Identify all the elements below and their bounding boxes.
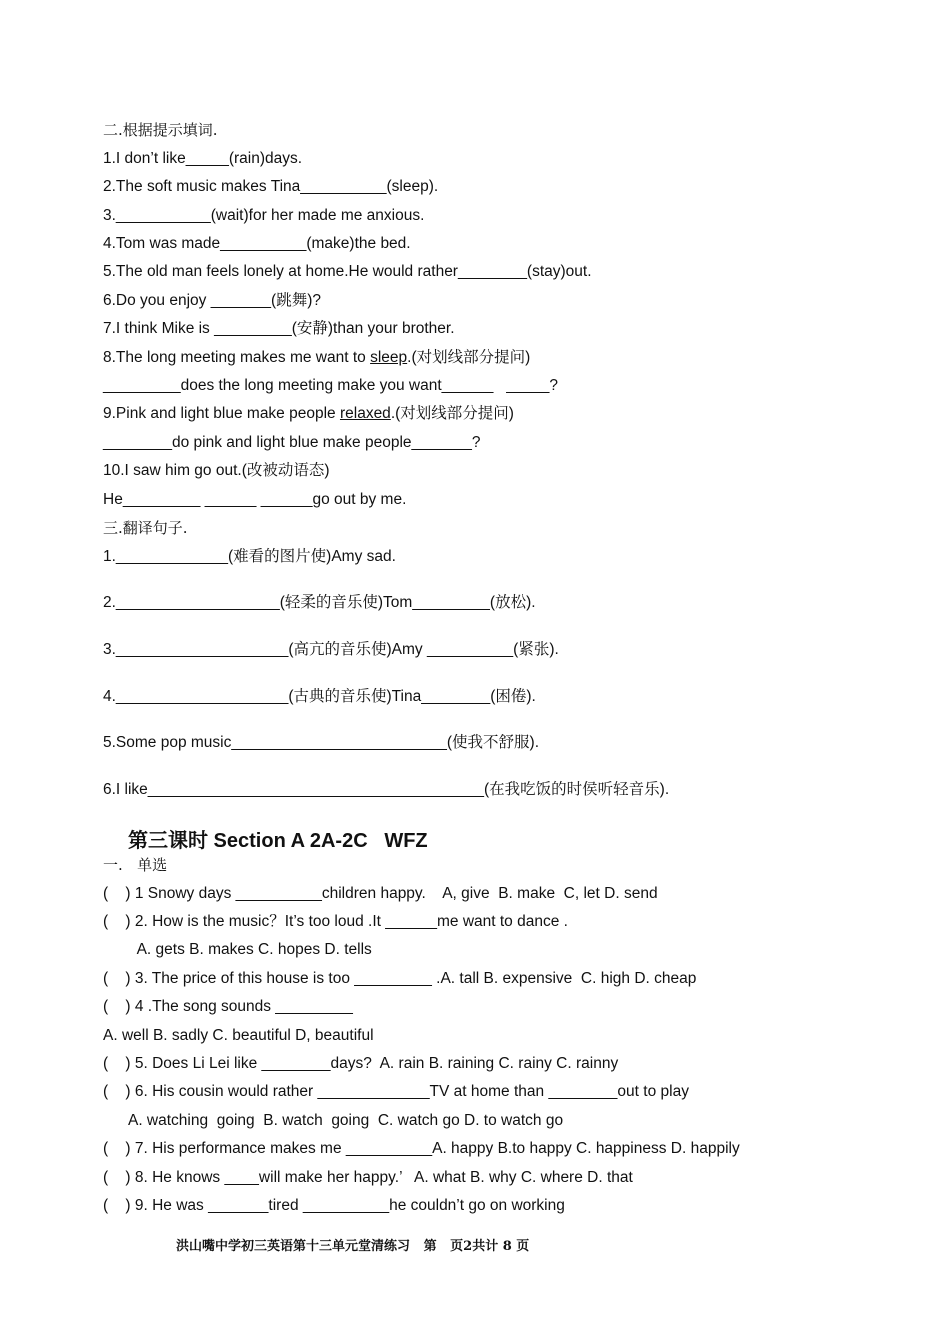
choice-question-9: ( ) 9. He was _______tired __________he couldn’t go on working xyxy=(103,1197,565,1214)
choice-question-8: ( ) 8. He knows ____will make her happy.’ A. what B. why C. where D. that xyxy=(103,1169,633,1186)
page-footer: 洪山嘴中学初三英语第十三单元堂清练习 第 页2共计 8 页 xyxy=(176,1239,530,1254)
fill-question-9-answer-line: ________do pink and light blue make people_______? xyxy=(103,434,481,451)
choice-question-1: ( ) 1 Snowy days __________children happy. A, give B. make C, let D. send xyxy=(103,885,658,902)
part2-title: 二.根据提示填词. xyxy=(103,121,218,139)
choice-question-7: ( ) 7. His performance makes me __________A. happy B.to happy C. happiness D. happily xyxy=(103,1140,740,1157)
fill-question-3: 3.___________(wait)for her made me anxious. xyxy=(103,207,425,224)
translate-item-6: 6.I like_______________________________________(在我吃饭的时侯听轻音乐). xyxy=(103,781,670,798)
translate-item-1: 1._____________(难看的图片使)Amy sad. xyxy=(103,548,396,565)
q8-underlined-word: sleep xyxy=(370,349,408,366)
choice-question-5: ( ) 5. Does Li Lei like ________days? A. rain B. raining C. rainy C. rainny xyxy=(103,1055,619,1072)
fill-question-4: 4.Tom was made__________(make)the bed. xyxy=(103,235,411,252)
choice-question-2-options: A. gets B. makes C. hopes D. tells xyxy=(103,941,372,958)
choice-question-4: ( ) 4 .The song sounds _________ xyxy=(103,998,353,1015)
choice-question-4-options: A. well B. sadly C. beautiful D, beautiful xyxy=(103,1027,374,1044)
q9-instruction: .(对划线部分提问) xyxy=(390,405,514,422)
fill-question-7: 7.I think Mike is _________(安静)than your brother. xyxy=(103,320,455,337)
choice-question-6: ( ) 6. His cousin would rather _____________TV at home than ________out to play xyxy=(103,1083,689,1100)
translate-item-3: 3.____________________(高亢的音乐使)Amy __________(紧张). xyxy=(103,641,559,658)
fill-question-8-answer-line: _________does the long meeting make you want______ _____? xyxy=(103,377,559,394)
part3-title: 三.翻译句子. xyxy=(103,519,188,537)
fill-question-5: 5.The old man feels lonely at home.He would rather________(stay)out. xyxy=(103,263,592,280)
fill-question-10: 10.I saw him go out.(改被动语态) xyxy=(103,462,330,479)
q9-text: 9.Pink and light blue make people xyxy=(103,405,340,422)
section-subtitle: 一. 单选 xyxy=(103,856,168,874)
section-heading: 第三课时 Section A 2A-2C WFZ xyxy=(128,830,428,852)
q8-instruction: .(对划线部分提问) xyxy=(407,349,531,366)
choice-question-2: ( ) 2. How is the music？It’s too loud .It ______me want to dance . xyxy=(103,913,568,930)
q9-underlined-word: relaxed xyxy=(339,405,391,422)
translate-item-2: 2.___________________(轻柔的音乐使)Tom_________(放松). xyxy=(103,594,536,611)
fill-question-2: 2.The soft music makes Tina__________(sleep). xyxy=(103,178,439,195)
q8-text: 8.The long meeting makes me want to xyxy=(103,349,371,366)
translate-item-4: 4.____________________(古典的音乐使)Tina________(困倦). xyxy=(103,688,536,705)
fill-question-6: 6.Do you enjoy _______(跳舞)? xyxy=(103,292,321,309)
fill-question-9 xyxy=(103,404,514,424)
fill-question-1: 1.I don’t like_____(rain)days. xyxy=(103,150,303,167)
choice-question-6-options: A. watching going B. watch going C. watch go D. to watch go xyxy=(103,1112,564,1129)
choice-question-3: ( ) 3. The price of this house is too _________ .A. tall B. expensive C. high D. cheap xyxy=(103,970,697,987)
fill-question-10-answer-line: He_________ ______ ______go out by me. xyxy=(103,491,407,508)
fill-question-8 xyxy=(103,348,530,368)
translate-item-5: 5.Some pop music_________________________(使我不舒服). xyxy=(103,734,540,751)
